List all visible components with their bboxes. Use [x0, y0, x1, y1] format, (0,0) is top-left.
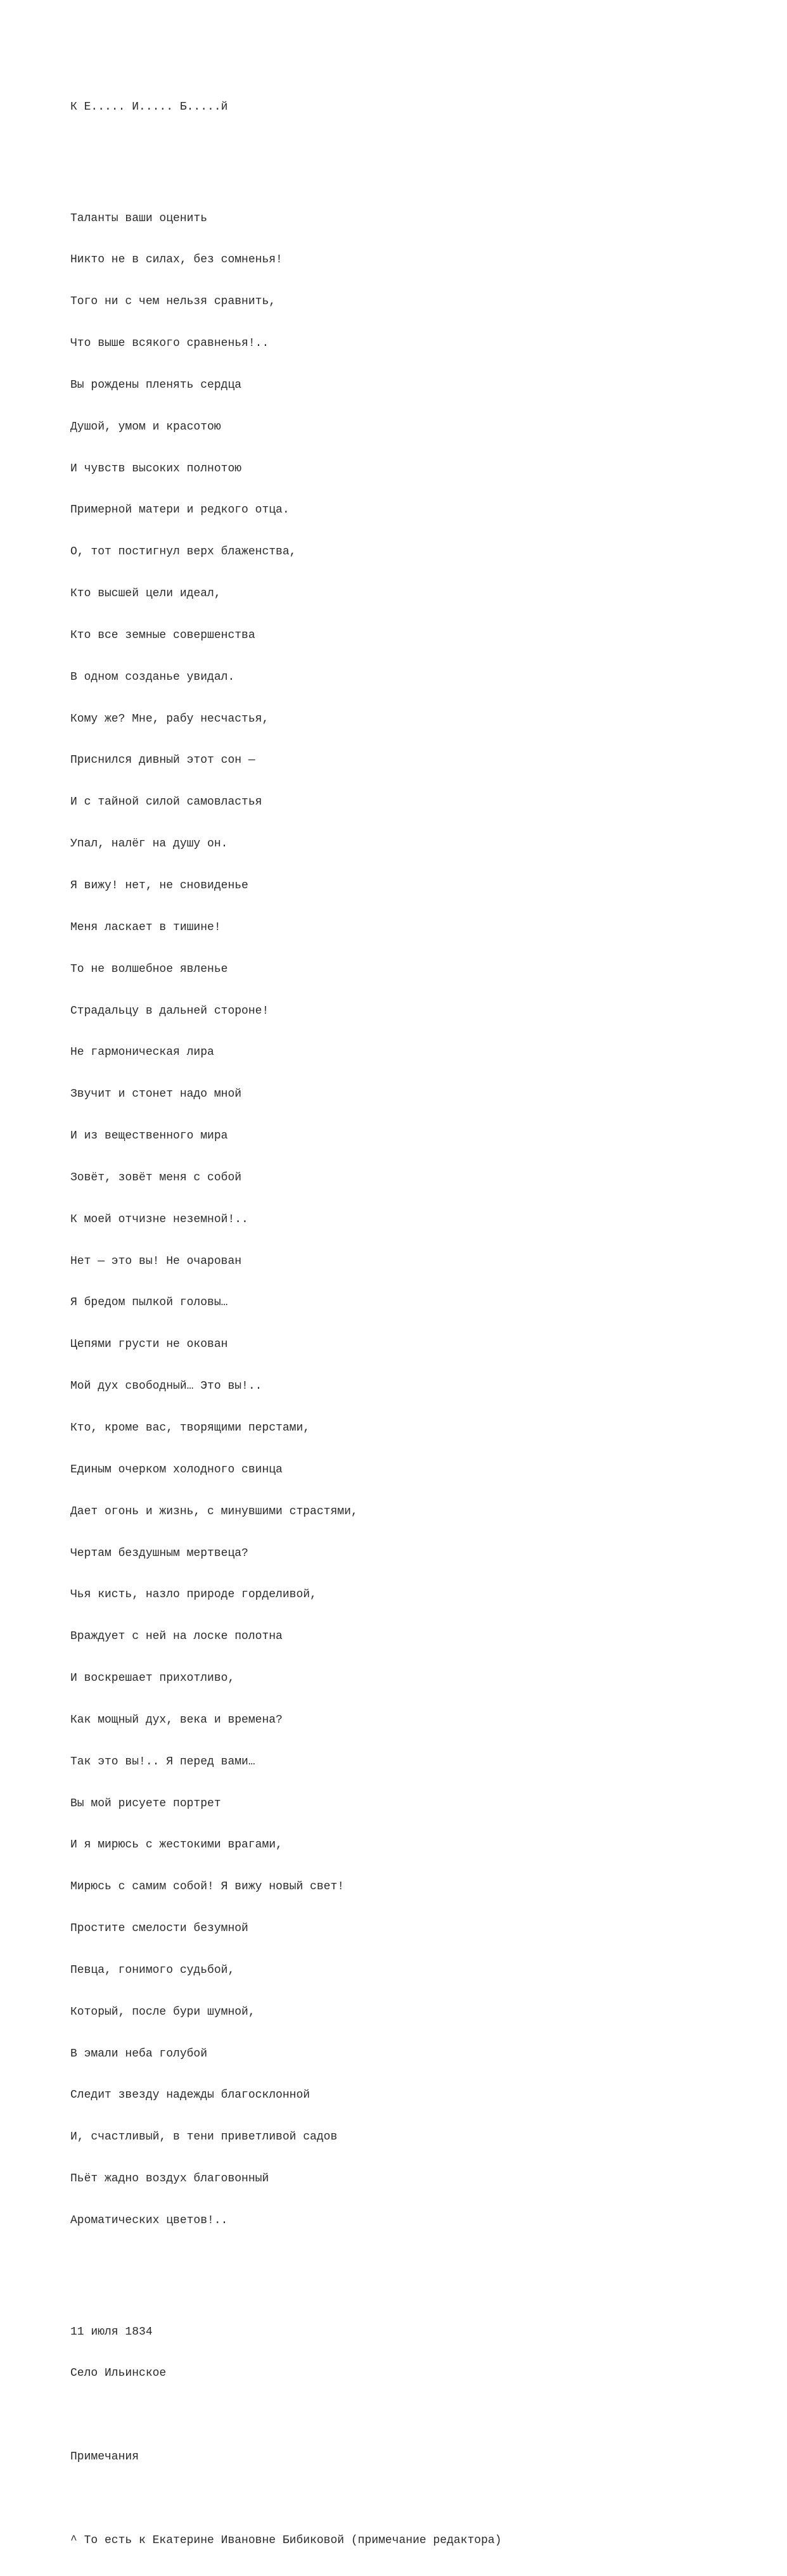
- poem-line: Дает огонь и жизнь, с минувшими страстями,: [70, 1505, 358, 1518]
- poem-line: И из вещественного мира: [70, 1130, 228, 1143]
- poem-line: Душой, умом и красотою: [70, 420, 221, 433]
- poem-line: Кто все земные совершенства: [70, 628, 255, 642]
- poem-line: Вы рождены пленять сердца: [70, 378, 242, 392]
- poem-date: 11 июля 1834: [70, 2325, 153, 2338]
- poem-line: Мирюсь с самим собой! Я вижу новый свет!: [70, 1880, 345, 1894]
- poem-line: И чувств высоких полнотою: [70, 462, 242, 475]
- poem-line: Чья кисть, назло природе горделивой,: [70, 1588, 317, 1602]
- poem-line: И, счастливый, в тени приветливой садов: [70, 2131, 338, 2144]
- spacer: [70, 2409, 742, 2423]
- poem-line: Зовёт, зовёт меня с собой: [70, 1171, 242, 1184]
- poem-line: Мой дух свободный… Это вы!..: [70, 1380, 262, 1393]
- poem-line: Певца, гонимого судьбой,: [70, 1963, 235, 1977]
- poem-line: О, тот постигнул верх блаженства,: [70, 545, 297, 559]
- poem-line: Вы мой рисуете портрет: [70, 1797, 221, 1810]
- poem-line: Я бредом пылкой головы…: [70, 1296, 228, 1310]
- spacer: [70, 143, 742, 156]
- poem-line: И воскрешает прихотливо,: [70, 1672, 235, 1685]
- poem-line: Меня ласкает в тишине!: [70, 921, 221, 934]
- poem-line: Что выше всякого сравненья!..: [70, 337, 269, 350]
- poem-line: В одном созданье увидал.: [70, 670, 235, 684]
- poem-line: Цепями грусти не окован: [70, 1338, 228, 1351]
- poem-line: В эмали неба голубой: [70, 2047, 208, 2060]
- spacer: [70, 2492, 742, 2506]
- poem-body: [70, 184, 742, 2256]
- poem-line: Кто высшей цели идеал,: [70, 587, 221, 601]
- poem-line: Следит звезду надежды благосклонной: [70, 2089, 310, 2102]
- poem-line: Простите смелости безумной: [70, 1922, 248, 1935]
- poem-line: Таланты ваши оценить: [70, 212, 208, 225]
- footnote: ^ То есть к Екатерине Ивановне Бибиковой (примечание редактора): [70, 2534, 502, 2547]
- poem-line: Я вижу! нет, не сновиденье: [70, 879, 248, 892]
- spacer: [70, 2284, 742, 2298]
- poem-place: Село Ильинское: [70, 2367, 167, 2380]
- poem-line: Примерной матери и редкого отца.: [70, 504, 290, 517]
- poem-line: Как мощный дух, века и времена?: [70, 1713, 283, 1726]
- poem-line: И с тайной силой самовластья: [70, 796, 262, 809]
- notes-heading: Примечания: [70, 2451, 139, 2464]
- poem-line: Так это вы!.. Я перед вами…: [70, 1755, 255, 1768]
- poem-line: Звучит и стонет надо мной: [70, 1088, 242, 1101]
- poem-line: Ароматических цветов!..: [70, 2214, 228, 2227]
- poem-title: К Е..... И..... Б.....й: [70, 100, 228, 113]
- poem-line: Нет — это вы! Не очарован: [70, 1254, 242, 1268]
- poem-line: Который, после бури шумной,: [70, 2005, 255, 2018]
- poem-line: Чертам бездушным мертвеца?: [70, 1546, 248, 1560]
- document-content: [70, 73, 742, 2576]
- poem-line: Никто не в силах, без сомненья!: [70, 253, 283, 267]
- poem-line: Не гармоническая лира: [70, 1046, 214, 1059]
- poem-line: К моей отчизне неземной!..: [70, 1213, 248, 1226]
- poem-line: То не волшебное явленье: [70, 962, 228, 976]
- poem-line: Того ни с чем нельзя сравнить,: [70, 295, 276, 309]
- poem-line: Приснился дивный этот сон —: [70, 754, 255, 767]
- poem-line: Упал, налёг на душу он.: [70, 838, 228, 851]
- poem-line: И я мирюсь с жестокими врагами,: [70, 1839, 283, 1852]
- poem-line: Пьёт жадно воздух благовонный: [70, 2172, 269, 2186]
- poem-line: Кому же? Мне, рабу несчастья,: [70, 712, 269, 725]
- poem-line: Враждует с ней на лоске полотна: [70, 1630, 283, 1643]
- poem-line: Кто, кроме вас, творящими перстами,: [70, 1421, 310, 1434]
- poem-line: Единым очерком холодного свинца: [70, 1463, 283, 1476]
- poem-line: Страдальцу в дальней стороне!: [70, 1004, 269, 1017]
